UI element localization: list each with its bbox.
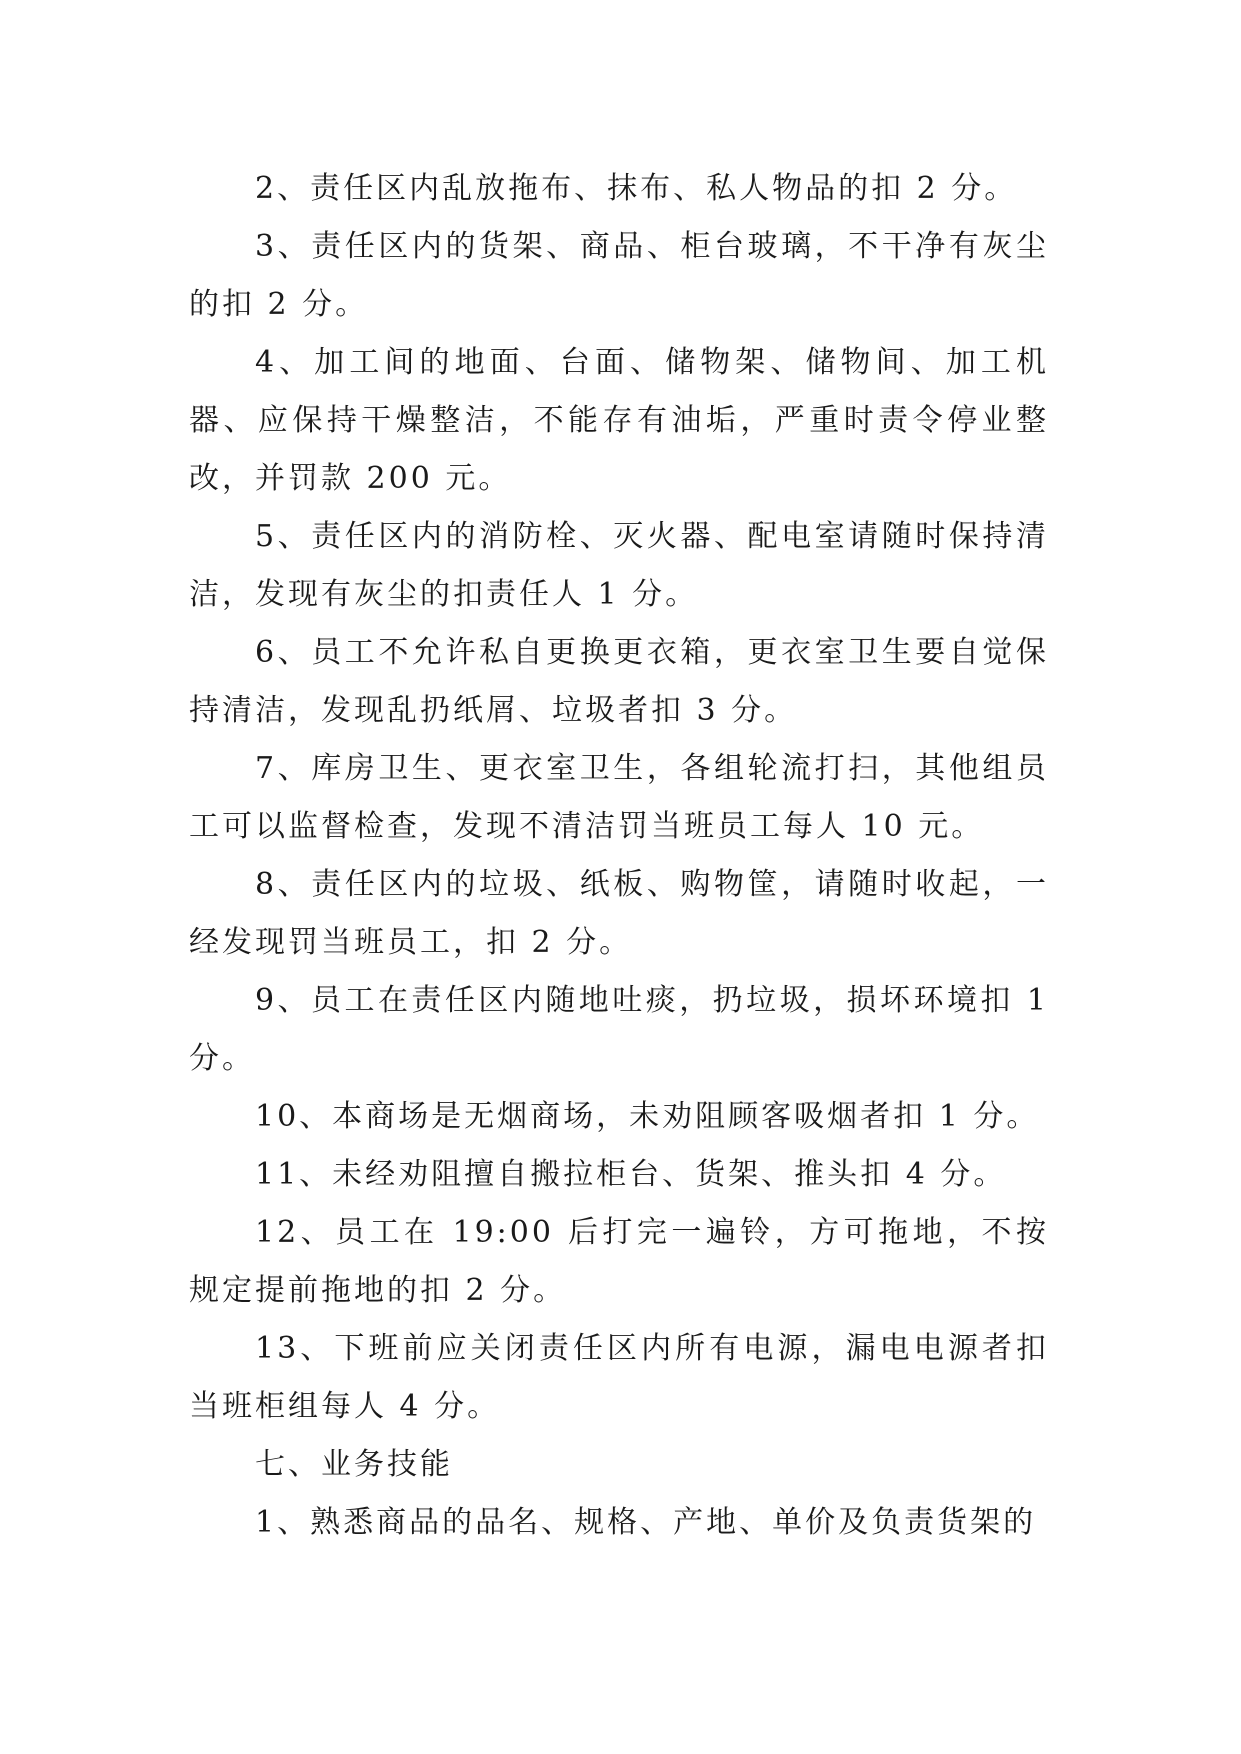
paragraph-rule-7: 7、库房卫生、更衣室卫生，各组轮流打扫，其他组员工可以监督检查，发现不清洁罚当班员工每人 10 元。: [189, 751, 1049, 844]
paragraph-rule-9: 9、员工在责任区内随地吐痰，扔垃圾，损坏环境扣 1 分。: [189, 983, 1049, 1076]
paragraph-rule-13: 13、下班前应关闭责任区内所有电源，漏电电源者扣当班柜组每人 4 分。: [189, 1331, 1049, 1424]
paragraph-rule-12: 12、员工在 19:00 后打完一遍铃，方可拖地，不按规定提前拖地的扣 2 分。: [189, 1215, 1049, 1308]
paragraph-rule-11: 11、未经劝阻擅自搬拉柜台、货架、推头扣 4 分。: [255, 1157, 1007, 1192]
paragraph-rule-10: 10、本商场是无烟商场，未劝阻顾客吸烟者扣 1 分。: [255, 1099, 1040, 1134]
paragraph-rule-8: 8、责任区内的垃圾、纸板、购物筐，请随时收起，一经发现罚当班员工，扣 2 分。: [189, 867, 1049, 960]
paragraph-rule-5: 5、责任区内的消防栓、灭火器、配电室请随时保持清洁，发现有灰尘的扣责任人 1 分。: [189, 519, 1049, 612]
section-heading-business-skills: 七、业务技能: [255, 1447, 453, 1482]
paragraph-skill-1: 1、熟悉商品的品名、规格、产地、单价及负责货架的: [255, 1505, 1037, 1540]
paragraph-rule-6: 6、员工不允许私自更换更衣箱，更衣室卫生要自觉保持清洁，发现乱扔纸屑、垃圾者扣 3 分。: [189, 635, 1049, 728]
paragraph-rule-4: 4、加工间的地面、台面、储物架、储物间、加工机器、应保持干燥整洁，不能存有油垢，严重时责令停业整改，并罚款 200 元。: [189, 345, 1049, 496]
document-body: [189, 160, 1049, 1552]
paragraph-rule-3: 3、责任区内的货架、商品、柜台玻璃，不干净有灰尘的扣 2 分。: [189, 229, 1049, 322]
paragraph-rule-2: 2、责任区内乱放拖布、抹布、私人物品的扣 2 分。: [255, 171, 1018, 206]
